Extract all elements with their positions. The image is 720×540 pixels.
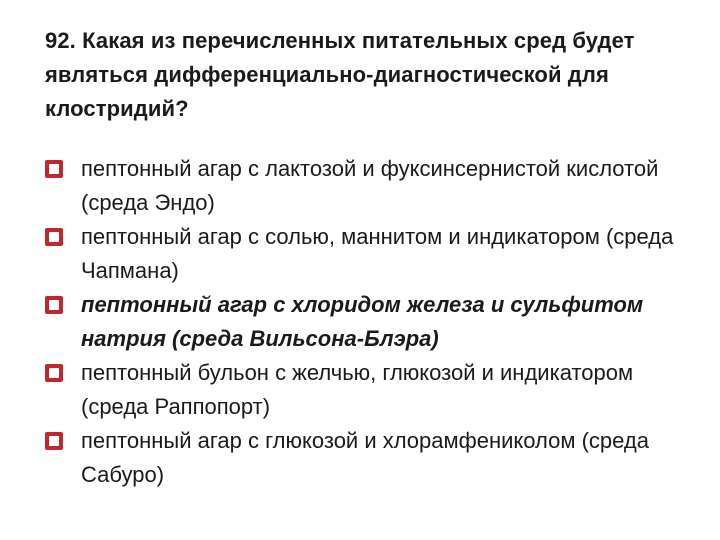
checkbox-icon[interactable] xyxy=(45,228,63,246)
option-label: пептонный агар с лактозой и фуксинсернистой кислотой (среда Эндо) xyxy=(81,156,659,215)
option-item-2[interactable] xyxy=(45,220,685,288)
option-label: пептонный бульон с желчью, глюкозой и индикатором (среда Раппопорт) xyxy=(81,360,634,419)
question-text: 92. Какая из перечисленных питательных сред будет являться дифференциально-диагностической для клостридий? xyxy=(45,28,635,121)
checkbox-icon[interactable] xyxy=(45,296,63,314)
option-label: пептонный агар с хлоридом железа и сульфитом натрия (среда Вильсона-Блэра) xyxy=(81,292,644,351)
option-item-5[interactable] xyxy=(45,424,685,492)
option-item-4[interactable] xyxy=(45,356,685,424)
option-item-1[interactable] xyxy=(45,152,685,220)
option-item-3[interactable] xyxy=(45,288,685,356)
answer-options-list xyxy=(45,152,685,492)
checkbox-icon[interactable] xyxy=(45,432,63,450)
checkbox-icon[interactable] xyxy=(45,160,63,178)
option-label: пептонный агар с глюкозой и хлорамфениколом (среда Сабуро) xyxy=(81,428,649,487)
checkbox-icon[interactable] xyxy=(45,364,63,382)
option-label: пептонный агар с солью, маннитом и индикатором (среда Чапмана) xyxy=(81,224,674,283)
